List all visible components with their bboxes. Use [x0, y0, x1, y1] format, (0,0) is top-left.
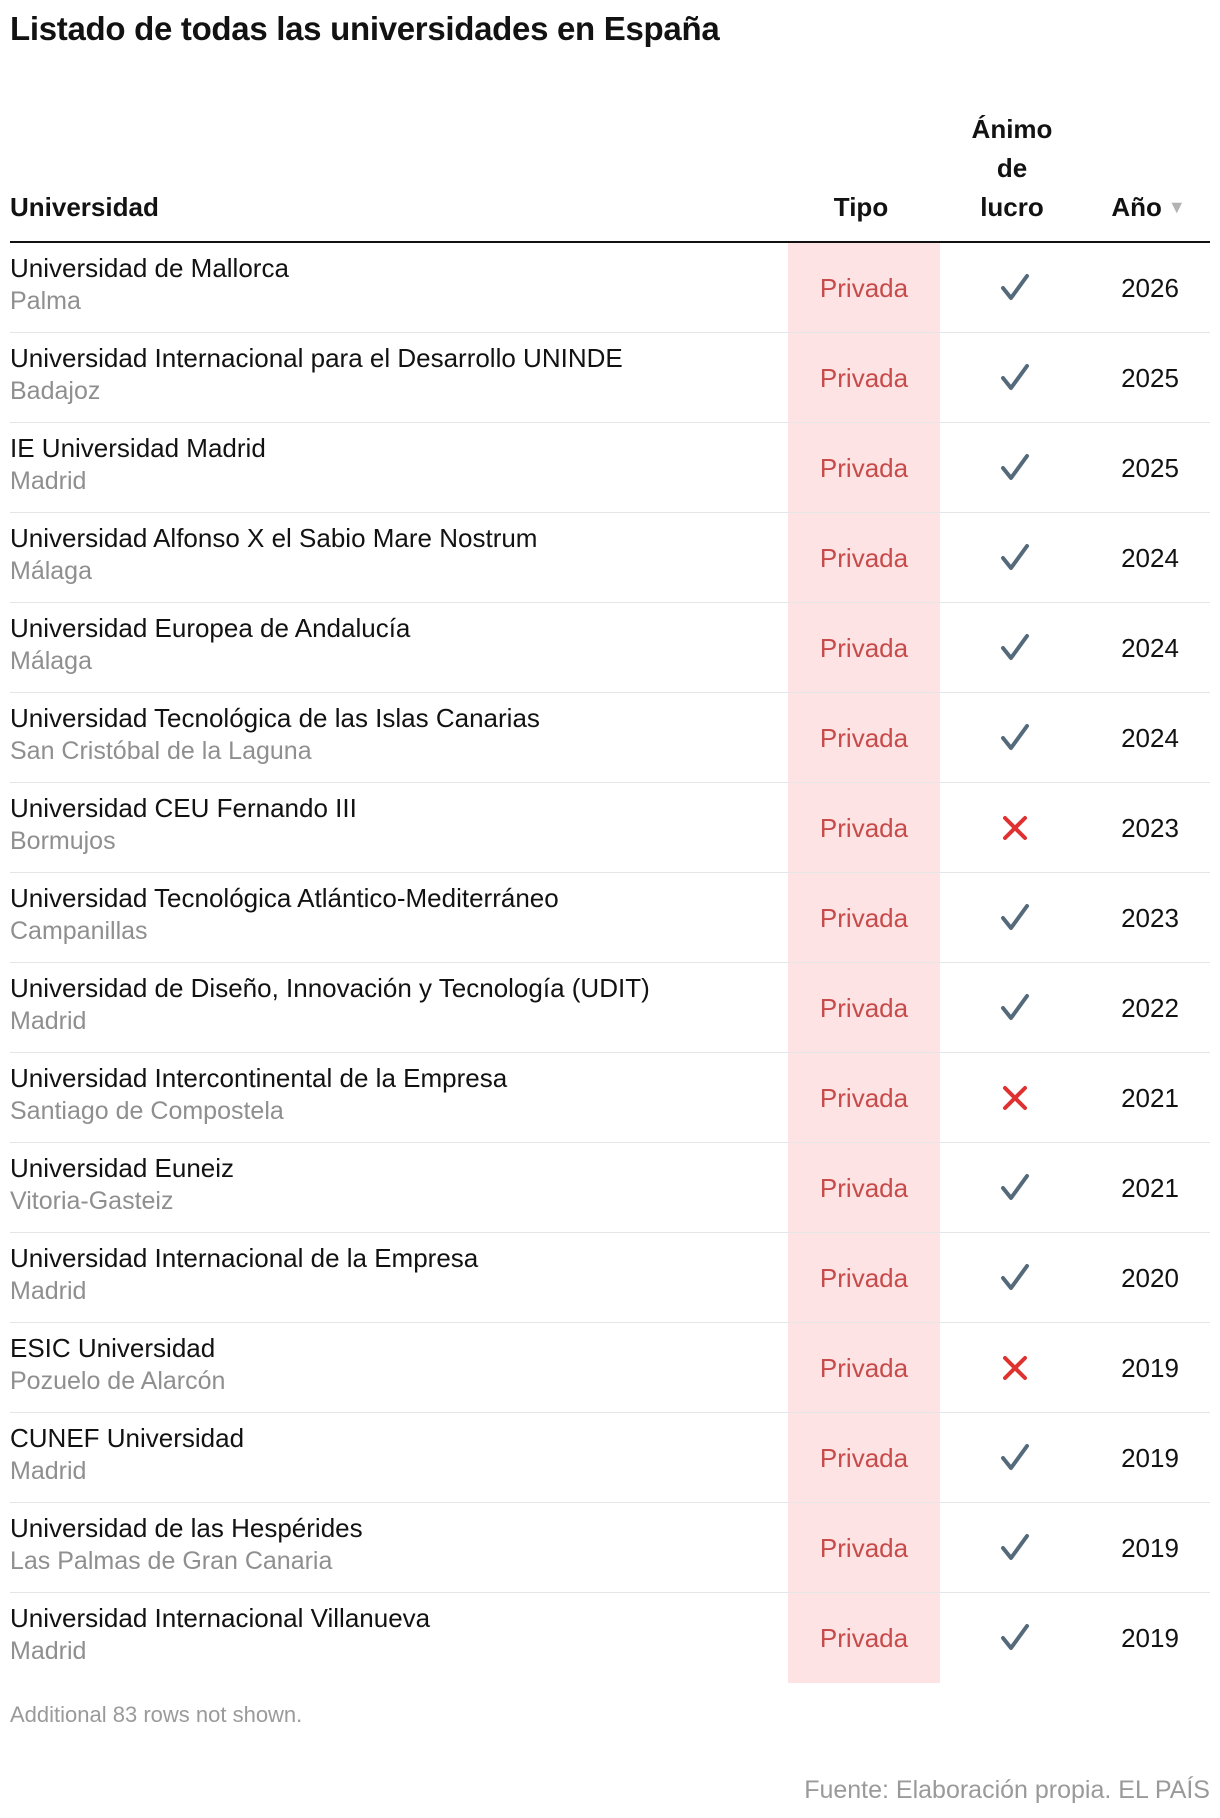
university-name: Universidad Tecnológica de las Islas Canarias — [10, 703, 540, 733]
check-icon — [940, 1593, 1090, 1683]
cross-icon — [940, 1323, 1090, 1413]
check-icon — [940, 1233, 1090, 1323]
university-name: Universidad de Mallorca — [10, 253, 289, 283]
tipo-cell: Privada — [819, 1443, 909, 1473]
table-row — [10, 1413, 1210, 1503]
university-city: Pozuelo de Alarcón — [10, 1367, 226, 1395]
check-icon — [940, 1503, 1090, 1593]
anio-cell: 2023 — [1121, 813, 1179, 843]
tipo-cell: Privada — [819, 273, 909, 303]
university-name: Universidad Intercontinental de la Empresa — [10, 1063, 508, 1093]
university-city: Madrid — [10, 467, 87, 495]
tipo-cell: Privada — [819, 723, 909, 753]
university-name: Universidad Euneiz — [10, 1153, 235, 1183]
anio-cell: 2024 — [1121, 543, 1179, 573]
tipo-cell: Privada — [819, 1623, 909, 1653]
table-header — [10, 105, 1210, 243]
anio-cell: 2020 — [1121, 1263, 1179, 1293]
tipo-cell: Privada — [819, 453, 909, 483]
table-row — [10, 783, 1210, 873]
university-name: CUNEF Universidad — [10, 1423, 245, 1453]
university-name: Universidad de las Hespérides — [10, 1513, 363, 1543]
column-header-animo-de-lucro[interactable] — [937, 110, 1087, 227]
check-icon — [940, 603, 1090, 693]
table-row — [10, 1053, 1210, 1143]
table-row — [10, 1233, 1210, 1323]
tipo-cell: Privada — [819, 633, 909, 663]
anio-cell: 2019 — [1121, 1443, 1179, 1473]
column-header-lucro-line3: lucro — [980, 192, 1044, 222]
column-header-lucro-line2: de — [996, 153, 1028, 183]
check-icon — [940, 963, 1090, 1053]
table-row — [10, 1503, 1210, 1593]
check-icon — [940, 513, 1090, 603]
anio-cell: 2024 — [1121, 633, 1179, 663]
university-name: Universidad Europea de Andalucía — [10, 613, 411, 643]
university-city: Madrid — [10, 1457, 87, 1485]
table-row — [10, 423, 1210, 513]
university-name: Universidad Internacional para el Desarrollo UNINDE — [10, 343, 623, 373]
university-city: San Cristóbal de la Laguna — [10, 737, 312, 765]
university-name: Universidad Internacional de la Empresa — [10, 1243, 479, 1273]
tipo-cell: Privada — [819, 903, 909, 933]
check-icon — [940, 873, 1090, 963]
column-header-tipo[interactable]: Tipo — [833, 192, 889, 222]
sort-desc-icon: ▼ — [1167, 197, 1186, 217]
university-name: Universidad de Diseño, Innovación y Tecnología (UDIT) — [10, 973, 650, 1003]
table-row — [10, 1323, 1210, 1413]
rows-not-shown-note: Additional 83 rows not shown. — [10, 1702, 303, 1727]
table-row — [10, 873, 1210, 963]
column-header-anio-label: Año — [1111, 192, 1162, 222]
universities-table — [10, 105, 1210, 1683]
tipo-cell: Privada — [819, 813, 909, 843]
tipo-cell: Privada — [819, 543, 909, 573]
check-icon — [940, 1143, 1090, 1233]
university-name: ESIC Universidad — [10, 1333, 216, 1363]
table-row — [10, 603, 1210, 693]
anio-cell: 2021 — [1121, 1083, 1179, 1113]
tipo-cell: Privada — [819, 993, 909, 1023]
column-header-anio[interactable] — [1087, 192, 1210, 223]
tipo-cell: Privada — [819, 1533, 909, 1563]
university-city: Málaga — [10, 557, 92, 585]
university-name: IE Universidad Madrid — [10, 433, 266, 463]
table-body — [10, 243, 1210, 1683]
university-name: Universidad Alfonso X el Sabio Mare Nostrum — [10, 523, 538, 553]
university-name: Universidad Internacional Villanueva — [10, 1603, 431, 1633]
anio-cell: 2022 — [1121, 993, 1179, 1023]
check-icon — [940, 693, 1090, 783]
check-icon — [940, 1413, 1090, 1503]
table-row — [10, 333, 1210, 423]
anio-cell: 2021 — [1121, 1173, 1179, 1203]
university-city: Campanillas — [10, 917, 148, 945]
anio-cell: 2023 — [1121, 903, 1179, 933]
cross-icon — [940, 1053, 1090, 1143]
university-city: Madrid — [10, 1007, 87, 1035]
table-row — [10, 1143, 1210, 1233]
university-city: Bormujos — [10, 827, 116, 855]
table-row — [10, 963, 1210, 1053]
university-name: Universidad Tecnológica Atlántico-Mediterráneo — [10, 883, 559, 913]
anio-cell: 2026 — [1121, 273, 1179, 303]
check-icon — [940, 423, 1090, 513]
tipo-cell: Privada — [819, 1353, 909, 1383]
anio-cell: 2025 — [1121, 363, 1179, 393]
table-row — [10, 243, 1210, 333]
check-icon — [940, 333, 1090, 423]
tipo-cell: Privada — [819, 363, 909, 393]
university-name: Universidad CEU Fernando III — [10, 793, 357, 823]
tipo-cell: Privada — [819, 1263, 909, 1293]
column-header-universidad[interactable]: Universidad — [10, 192, 159, 222]
table-row — [10, 693, 1210, 783]
anio-cell: 2019 — [1121, 1353, 1179, 1383]
university-city: Badajoz — [10, 377, 101, 405]
anio-cell: 2024 — [1121, 723, 1179, 753]
anio-cell: 2025 — [1121, 453, 1179, 483]
university-city: Madrid — [10, 1637, 87, 1665]
university-city: Málaga — [10, 647, 92, 675]
university-city: Palma — [10, 287, 81, 315]
university-city: Vitoria-Gasteiz — [10, 1187, 174, 1215]
anio-cell: 2019 — [1121, 1623, 1179, 1653]
check-icon — [940, 243, 1090, 333]
university-city: Las Palmas de Gran Canaria — [10, 1547, 333, 1575]
anio-cell: 2019 — [1121, 1533, 1179, 1563]
tipo-cell: Privada — [819, 1173, 909, 1203]
source-credit: Fuente: Elaboración propia. EL PAÍS — [804, 1776, 1210, 1804]
tipo-cell: Privada — [819, 1083, 909, 1113]
university-city: Madrid — [10, 1277, 87, 1305]
cross-icon — [940, 783, 1090, 873]
column-header-lucro-line1: Ánimo — [971, 114, 1053, 144]
university-city: Santiago de Compostela — [10, 1097, 284, 1125]
table-row — [10, 1593, 1210, 1683]
table-row — [10, 513, 1210, 603]
page-title: Listado de todas las universidades en España — [10, 10, 720, 47]
